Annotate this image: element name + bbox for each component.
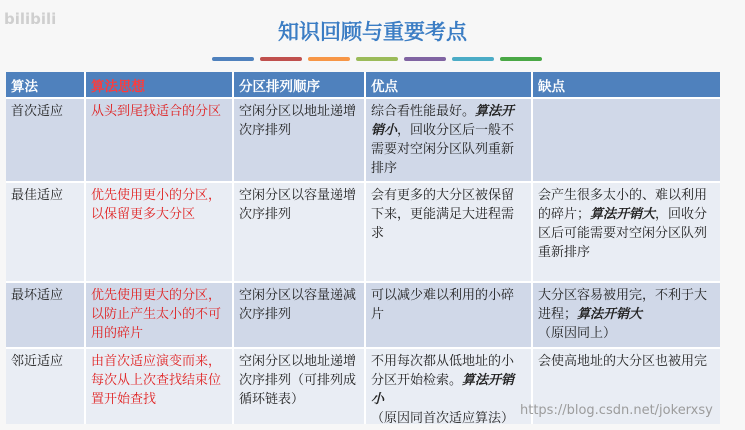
row-first-fit-algorithm: 首次适应 — [6, 99, 84, 181]
decoration-bar — [212, 57, 254, 61]
row-next-fit-idea: 由首次适应演变而来，每次从上次查找结束位置开始查找 — [86, 349, 232, 424]
decoration-bar — [260, 57, 302, 61]
cons-text: 会产生很多太小的、难以利用的碎片； — [538, 188, 708, 222]
row-worst-fit-algorithm: 最坏适应 — [6, 283, 84, 347]
row-first-fit-idea: 从头到尾找适合的分区 — [86, 99, 232, 181]
header-pros: 优点 — [366, 72, 531, 97]
pros-text-tail: ，回收分区后一般不需要对空闲分区队列重新排序 — [371, 123, 515, 176]
cons-text: 会使高地址的大分区也被用完 — [538, 354, 708, 369]
row-best-fit-cons — [533, 183, 720, 281]
row-worst-fit-cons — [533, 283, 720, 347]
watermark: https://blog.csdn.net/jokerxsy — [520, 403, 713, 418]
decoration-bar — [404, 57, 446, 61]
header-idea: 算法思想 — [86, 72, 232, 97]
row-best-fit-algorithm: 最佳适应 — [6, 183, 84, 281]
row-best-fit-order: 空闲分区以容量递增次序排列 — [234, 183, 364, 281]
pros-text: 不用每次都从低地址的小分区开始检索。 — [371, 354, 515, 388]
row-first-fit-order: 空闲分区以地址递增次序排列 — [234, 99, 364, 181]
cons-emphasis: 算法开销大 — [590, 207, 656, 222]
header-cons: 缺点 — [533, 72, 720, 97]
cons-text-tail: （原因同上） — [538, 326, 617, 341]
bilibili-logo: bilibili — [4, 10, 57, 28]
row-best-fit-idea: 优先使用更小的分区，以保留更多大分区 — [86, 183, 232, 281]
header-algorithm: 算法 — [6, 72, 84, 97]
slide-title: 知识回顾与重要考点 — [278, 20, 467, 44]
header-order: 分区排列顺序 — [234, 72, 364, 97]
row-next-fit-algorithm: 邻近适应 — [6, 349, 84, 424]
row-best-fit-pros — [366, 183, 531, 281]
cons-text-tail: ，回收分区后可能需要对空闲分区队列重新排序 — [538, 207, 708, 260]
row-first-fit-pros — [366, 99, 531, 181]
decoration-bar — [356, 57, 398, 61]
decoration-bar — [452, 57, 494, 61]
decoration-bar — [308, 57, 350, 61]
pros-text: 会有更多的大分区被保留下来，更能满足大进程需求 — [371, 188, 515, 241]
pros-text: 综合看性能最好。 — [371, 104, 476, 119]
row-worst-fit-order: 空闲分区以容量递减次序排列 — [234, 283, 364, 347]
decoration-bar — [500, 57, 542, 61]
row-next-fit-pros — [366, 349, 531, 424]
row-first-fit-cons — [533, 99, 720, 181]
row-worst-fit-pros — [366, 283, 531, 347]
cons-text: 大分区容易被用完，不利于大进程； — [538, 288, 708, 322]
pros-text: 可以减少难以利用的小碎片 — [371, 288, 515, 322]
pros-emphasis: 算法开销小 — [371, 373, 515, 407]
row-next-fit-order: 空闲分区以地址递增次序排列（可排列成循环链表） — [234, 349, 364, 424]
pros-text-tail: （原因同首次适应算法） — [371, 411, 515, 424]
comparison-table — [6, 72, 720, 424]
title-decoration-bars — [212, 57, 542, 61]
row-worst-fit-idea: 优先使用更大的分区，以防止产生太小的不可用的碎片 — [86, 283, 232, 347]
cons-emphasis: 算法开销大 — [577, 307, 643, 322]
pros-emphasis: 算法开销小 — [371, 104, 515, 138]
